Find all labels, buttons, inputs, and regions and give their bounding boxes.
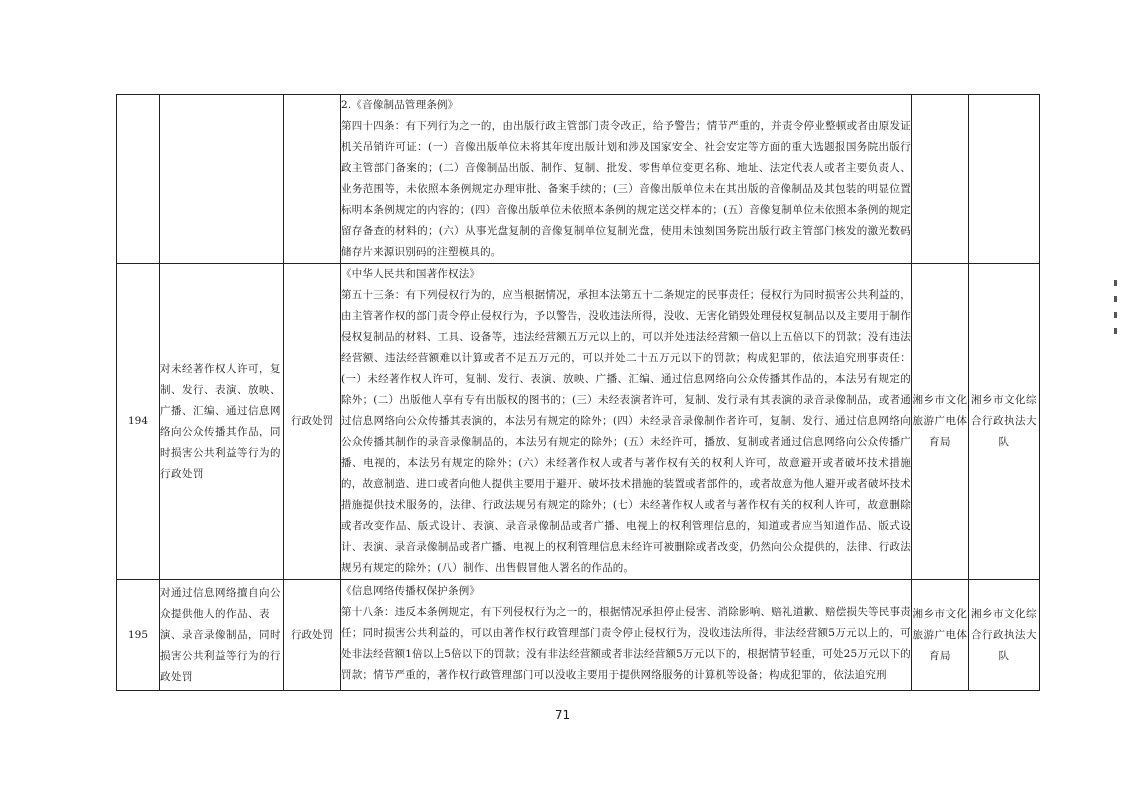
basis-title: 《中华人民共和国著作权法》	[341, 268, 481, 280]
penalty-type: 行政处罚	[284, 580, 341, 691]
basis-title: 2.《音像制品管理条例》	[341, 99, 459, 111]
legal-basis	[341, 264, 912, 580]
legal-basis	[341, 95, 912, 264]
table-row	[117, 580, 1040, 691]
basis-text: 第四十四条：有下列行为之一的，由出版行政主管部门责令改正，给予警告；情节严重的，并责令停业整顿或者由原发证机关吊销许可证：(一）音像出版单位未将其年度出版计划和涉及国家安全、社会安定等方面的重大选题报国务院出版行政主管部门备案的；(二）音像制品出版、制作、复制、批发、零售单位变更名称、地址、法定代表人或者主要负责人、业务范围等，未依照本条例规定办理审批、备案手续的；(三）音像出版单位未在其出版的音像制品及其包装的明显位置标明本条例规定的内容的；(四）音像出版单位未依照本条例的规定送交样本的；(五）音像复制单位未依照本条例的规定留存备查的材料的；(六）从事光盘复制的音像复制单位复制光盘，使用未蚀刻国务院出版行政主管部门核发的激光数码储存片来源识别码的注塑模具的。	[341, 120, 911, 258]
legal-basis	[341, 580, 912, 691]
enforcement-team: 湘乡市文化综合行政执法大队	[969, 264, 1040, 580]
basis-text: 第五十三条：有下列侵权行为的，应当根据情况，承担本法第五十二条规定的民事责任；侵权行为同时损害公共利益的，由主管著作权的部门责令停止侵权行为，予以警告，没收违法所得，没收、无害化销毁处理侵权复制品以及主要用于制作侵权复制品的材料、工具、设备等，违法经营额五万元以上的，可以并处违法经营额一倍以上五倍以下的罚款；没有违法经营额、违法经营额难以计算或者不足五万元的，可以并处二十五万元以下的罚款；构成犯罪的，依法追究刑事责任：(一）未经著作权人许可，复制、发行、表演、放映、广播、汇编、通过信息网络向公众传播其作品的，本法另有规定的除外；(二）出版他人享有专有出版权的图书的；(三）未经表演者许可，复制、发行录有其表演的录音录像制品，或者通过信息网络向公众传播其表演的，本法另有规定的除外；(四）未经录音录像制作者许可，复制、发行、通过信息网络向公众传播其制作的录音录像制品的，本法另有规定的除外；(五）未经许可，播放、复制或者通过信息网络向公众传播广播、电视的，本法另有规定的除外；(六）未经著作权人或者与著作权有关的权利人许可，故意避开或者破坏技术措施的，故意制造、进口或者向他人提供主要用于避开、破坏技术措施的装置或者部件的，或者故意为他人避开或者破坏技术措施提供技术服务的，法律、行政法规另有规定的除外；(七）未经著作权人或者与著作权有关的权利人许可，故意删除或者改变作品、版式设计、表演、录音录像制品或者广播、电视上的权利管理信息的，知道或者应当知道作品、版式设计、表演、录音录像制品或者广播、电视上的权利管理信息未经许可被删除或者改变，仍然向公众提供的，法律、行政法规另有规定的除外；(八）制作、出售假冒他人署名的作品的。	[341, 289, 911, 574]
basis-title: 《信息网络传播权保护条例》	[341, 585, 481, 597]
basis-text: 第十八条：违反本条例规定，有下列侵权行为之一的，根据情况承担停止侵害、消除影响、赔礼道歉、赔偿损失等民事责任；同时损害公共利益的，可以由著作权行政管理部门责令停止侵权行为，没收违法所得，非法经营额5万元以上的，可处非法经营额1倍以上5倍以下的罚款；没有非法经营额或者非法经营额5万元以下的，根据情节轻重，可处25万元以下的罚款；情节严重的，著作权行政管理部门可以没收主要用于提供网络服务的计算机等设备；构成犯罪的，依法追究刑	[341, 606, 911, 681]
penalty-type	[284, 95, 341, 264]
enforcement-table	[116, 94, 1040, 691]
penalty-type: 行政处罚	[284, 264, 341, 580]
row-number: 194	[117, 264, 160, 580]
item-name: 对未经著作权人许可，复制、发行、表演、放映、广播、汇编、通过信息网络向公众传播其作品，同时损害公共利益等行为的行政处罚	[160, 264, 284, 580]
responsible-department	[912, 95, 969, 264]
enforcement-team: 湘乡市文化综合行政执法大队	[969, 580, 1040, 691]
row-number	[117, 95, 160, 264]
table-row	[117, 264, 1040, 580]
scan-margin-marks	[1111, 270, 1119, 390]
enforcement-team	[969, 95, 1040, 264]
page-number: 71	[554, 708, 571, 722]
item-name: 对通过信息网络擅自向公众提供他人的作品、表演、录音录像制品，同时损害公共利益等行为的行政处罚	[160, 580, 284, 691]
row-number: 195	[117, 580, 160, 691]
item-name	[160, 95, 284, 264]
responsible-department: 湘乡市文化旅游广电体育局	[912, 580, 969, 691]
table-row	[117, 95, 1040, 264]
responsible-department: 湘乡市文化旅游广电体育局	[912, 264, 969, 580]
